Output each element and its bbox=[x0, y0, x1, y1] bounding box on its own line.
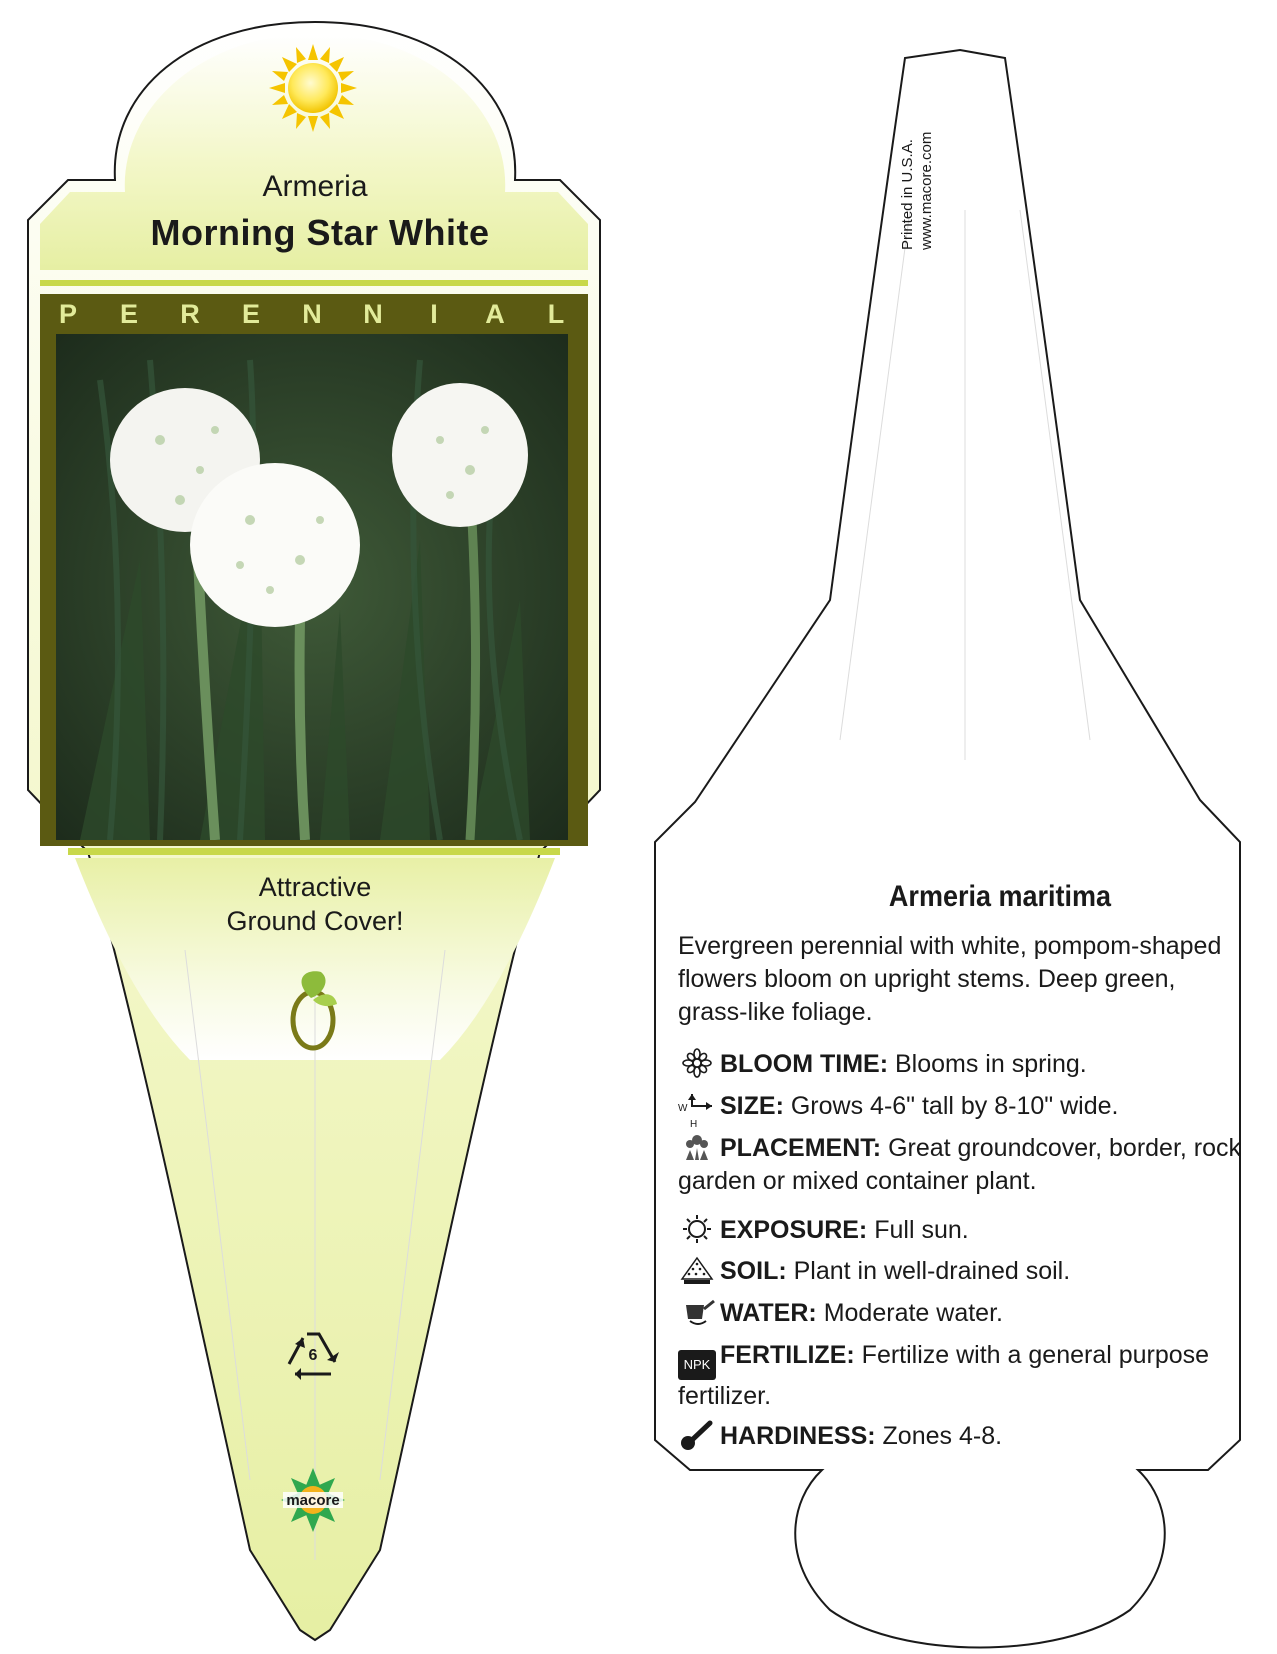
info-label: WATER: bbox=[720, 1299, 817, 1327]
category-letter: A bbox=[485, 298, 505, 329]
description: Evergreen perennial with white, pompom-shaped flowers bloom on upright stems. Deep green, grass-like foliage. bbox=[678, 932, 1222, 1026]
info-label: HARDINESS: bbox=[720, 1422, 876, 1450]
size-icon bbox=[678, 1090, 716, 1130]
category-letter: I bbox=[430, 298, 438, 329]
category-letter: R bbox=[180, 298, 200, 329]
info-label: EXPOSURE: bbox=[720, 1216, 868, 1244]
info-text: Zones 4-8. bbox=[882, 1422, 1003, 1450]
height-letter: H bbox=[690, 1119, 698, 1130]
info-bloom-time bbox=[678, 1048, 1248, 1081]
thermometer-icon bbox=[678, 1420, 716, 1450]
sun-outline-icon bbox=[678, 1214, 716, 1244]
info-placement bbox=[678, 1132, 1248, 1198]
info-text: Blooms in spring. bbox=[894, 1050, 1087, 1078]
common-name: Armeria bbox=[262, 170, 368, 203]
placement-icon bbox=[678, 1132, 716, 1162]
printed-line: www.macore.com bbox=[918, 131, 935, 250]
brand-name: macore bbox=[286, 1492, 340, 1509]
tagline bbox=[160, 870, 470, 938]
info-text: Full sun. bbox=[874, 1216, 969, 1244]
info-text: Moderate water. bbox=[823, 1299, 1003, 1327]
info-label: PLACEMENT: bbox=[720, 1134, 882, 1162]
category-letter: L bbox=[547, 298, 565, 329]
printed-line: Printed in U.S.A. bbox=[899, 139, 916, 250]
watering-can-icon bbox=[678, 1297, 716, 1327]
info-text: Plant in well-drained soil. bbox=[793, 1257, 1071, 1285]
tagline-line: Attractive bbox=[258, 872, 372, 902]
scientific-name: Armeria maritima bbox=[888, 880, 1112, 913]
tagline-line: Ground Cover! bbox=[226, 906, 404, 936]
info-hardiness bbox=[678, 1420, 1248, 1453]
info-text: Great groundcover, border, rock garden or mixed container plant. bbox=[678, 1134, 1242, 1195]
info-label: SIZE: bbox=[720, 1092, 784, 1120]
info-label: BLOOM TIME: bbox=[720, 1050, 889, 1078]
plant-photo bbox=[56, 334, 568, 840]
variety-name: Morning Star White bbox=[150, 212, 490, 253]
info-text: Fertilize with a general purpose fertilizer. bbox=[678, 1341, 1210, 1410]
printed-note bbox=[898, 50, 936, 250]
recycle-number: 6 bbox=[308, 1347, 318, 1364]
info-label: FERTILIZE: bbox=[720, 1341, 855, 1369]
category-letter: P bbox=[58, 298, 77, 329]
flower-icon bbox=[678, 1048, 716, 1078]
info-exposure bbox=[678, 1214, 1248, 1247]
width-letter: W bbox=[678, 1103, 688, 1114]
category-band bbox=[52, 298, 572, 330]
category-letter: E bbox=[241, 298, 260, 329]
info-size bbox=[678, 1090, 1248, 1130]
soil-icon bbox=[678, 1255, 716, 1285]
category-letter: N bbox=[363, 298, 383, 329]
category-letter: E bbox=[119, 298, 138, 329]
sun-icon bbox=[269, 44, 357, 132]
npk-icon: NPK bbox=[678, 1350, 716, 1380]
info-text: Grows 4-6" tall by 8-10" wide. bbox=[790, 1092, 1119, 1120]
info-label: SOIL: bbox=[720, 1257, 787, 1285]
info-water bbox=[678, 1297, 1248, 1330]
info-fertilize bbox=[678, 1339, 1248, 1413]
info-soil bbox=[678, 1255, 1248, 1288]
category-letter: N bbox=[302, 298, 322, 329]
